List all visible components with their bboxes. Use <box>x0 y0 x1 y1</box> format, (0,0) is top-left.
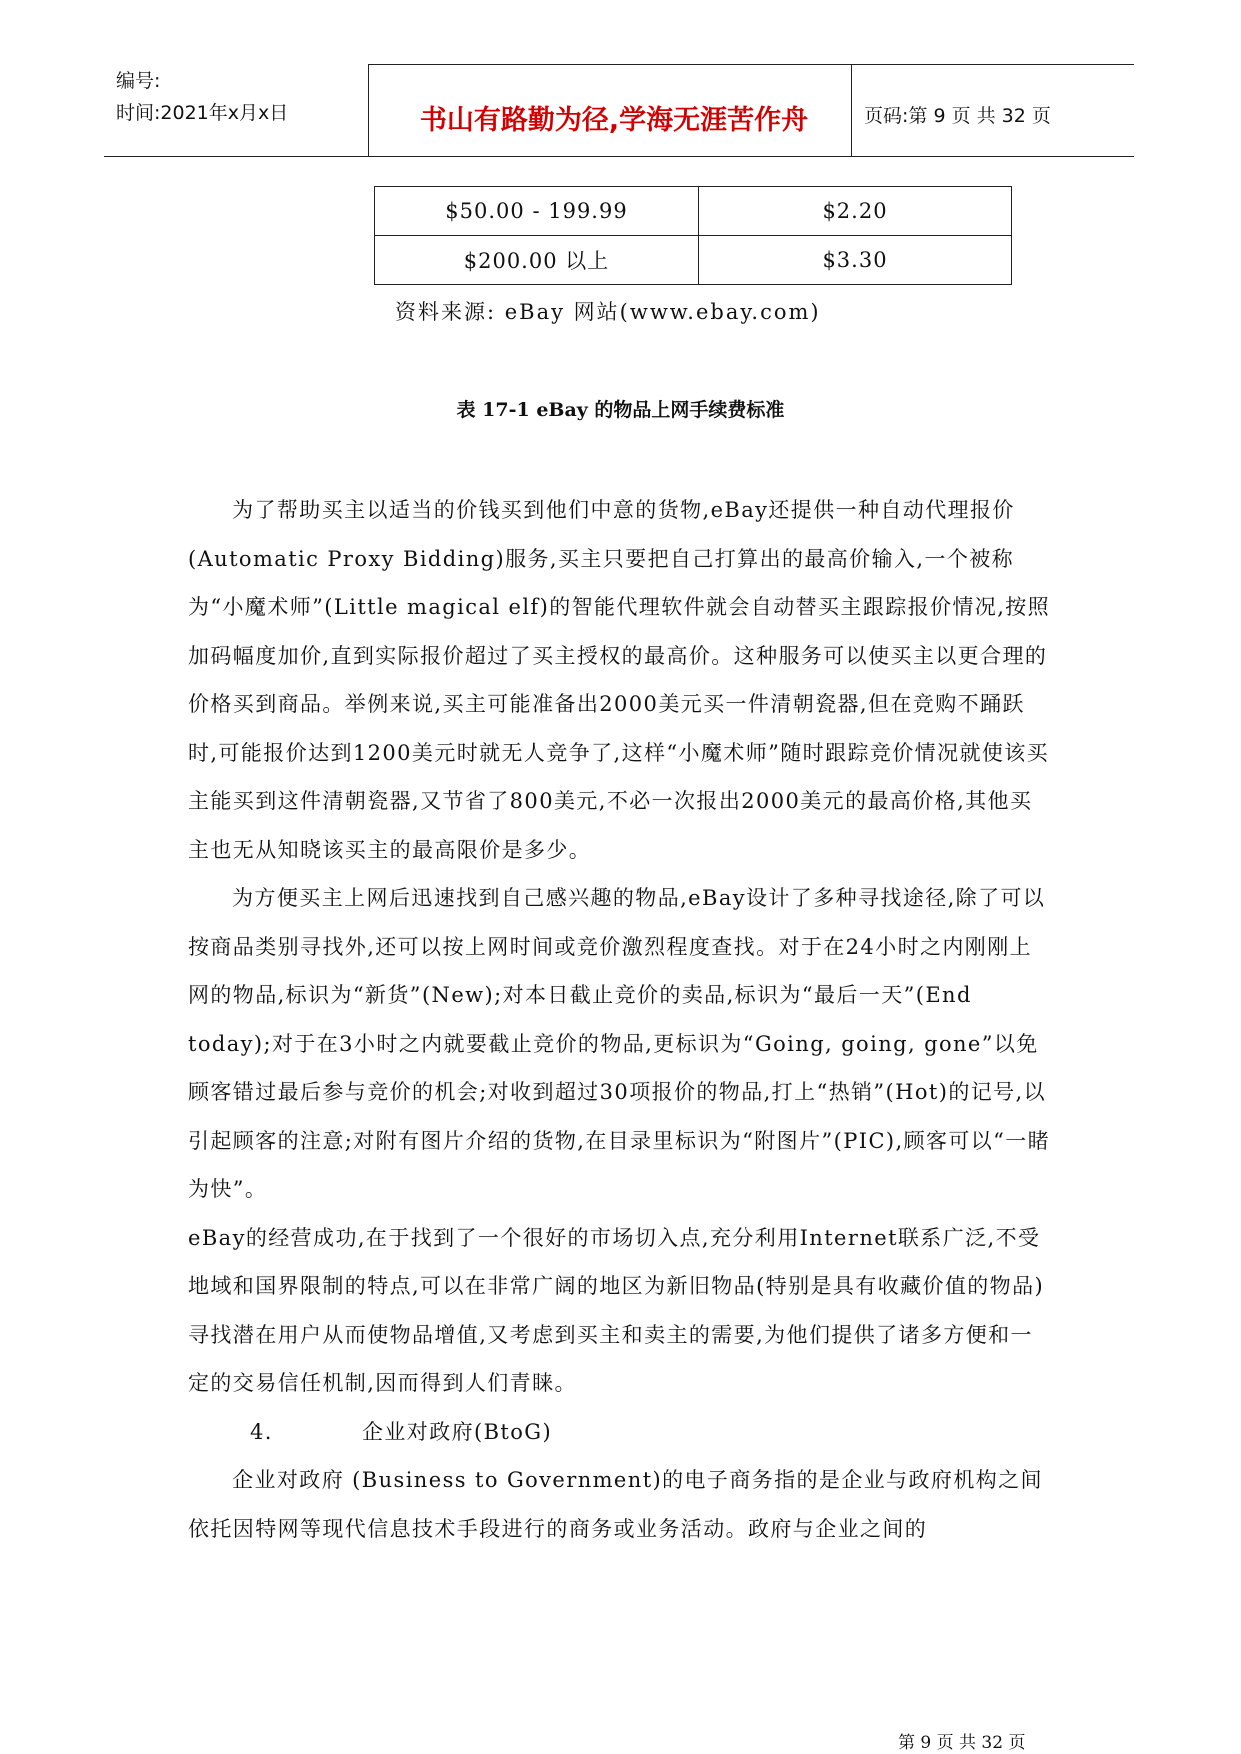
fee-table <box>374 186 1012 285</box>
paragraph: 为了帮助买主以适当的价钱买到他们中意的货物,eBay还提供一种自动代理报价(Automatic Proxy Bidding)服务,买主只要把自己打算出的最高价输入,一个被称为“小魔术师”(Little magical elf)的智能代理软件就会自动替买主跟踪报价情况,按照加码幅度加价,直到实际报价超过了买主授权的最高价。这种服务可以使买主以更合理的价格买到商品。举例来说,买主可能准备出2000美元买一件清朝瓷器,但在竞购不踊跃时,可能报价达到1200美元时就无人竞争了,这样“小魔术师”随时跟踪竞价情况就使该买主能买到这件清朝瓷器,又节省了800美元,不必一次报出2000美元的最高价格,其他买主也无从知晓该买主的最高限价是多少。 <box>188 498 1051 862</box>
paragraph: 企业对政府 (Business to Government)的电子商务指的是企业与政府机构之间依托因特网等现代信息技术手段进行的商务或业务活动。政府与企业之间的 <box>188 1468 1043 1541</box>
table-row <box>375 187 1012 236</box>
section-heading <box>188 1408 1054 1457</box>
header-number: 编号: <box>116 70 161 92</box>
paragraph: eBay的经营成功,在于找到了一个很好的市场切入点,充分利用Internet联系广泛,不受地域和国界限制的特点,可以在非常广阔的地区为新旧物品(特别是具有收藏价值的物品)寻找潜在用户从而使物品增值,又考虑到买主和卖主的需要,为他们提供了诸多方便和一定的交易信任机制,因而得到人们青睐。 <box>188 1225 1045 1395</box>
page-header <box>104 62 1134 158</box>
table-cell: $50.00 - 199.99 <box>375 187 699 236</box>
paragraph: 为方便买主上网后迅速找到自己感兴趣的物品,eBay设计了多种寻找途径,除了可以按商品类别寻找外,还可以按上网时间或竞价激烈程度查找。对于在24小时之内刚刚上网的物品,标识为“新货”(New);对本日截止竞价的卖品,标识为“最后一天”(End today);对于在3小时之内就要截止竞价的物品,更标识为“Going, going, gone”以免顾客错过最后参与竞价的机会;对收到超过30项报价的物品,打上“热销”(Hot)的记号,以引起顾客的注意;对附有图片介绍的货物,在目录里标识为“附图片”(PIC),顾客可以“一睹为快”。 <box>188 886 1051 1201</box>
header-motto: 书山有路勤为径,学海无涯苦作舟 <box>419 105 809 136</box>
section-number: 4. <box>250 1419 273 1444</box>
table-caption: 表 17-1 eBay 的物品上网手续费标准 <box>456 399 785 421</box>
table-cell: $200.00 以上 <box>375 236 699 285</box>
header-divider <box>368 64 369 156</box>
document-body <box>188 486 1054 1553</box>
section-title: 企业对政府(BtoG) <box>362 1419 553 1444</box>
header-divider <box>851 64 852 156</box>
table-source-note: 资料来源: eBay 网站(www.ebay.com) <box>395 300 821 324</box>
header-time: 时间:2021年x月x日 <box>116 102 289 124</box>
header-divider <box>104 156 1134 157</box>
table-cell: $2.20 <box>699 187 1012 236</box>
header-page-number: 页码:第 9 页 共 32 页 <box>864 105 1051 127</box>
table-cell: $3.30 <box>699 236 1012 285</box>
table-row <box>375 236 1012 285</box>
page-footer: 第 9 页 共 32 页 <box>898 1733 1026 1753</box>
header-divider <box>368 64 1134 65</box>
